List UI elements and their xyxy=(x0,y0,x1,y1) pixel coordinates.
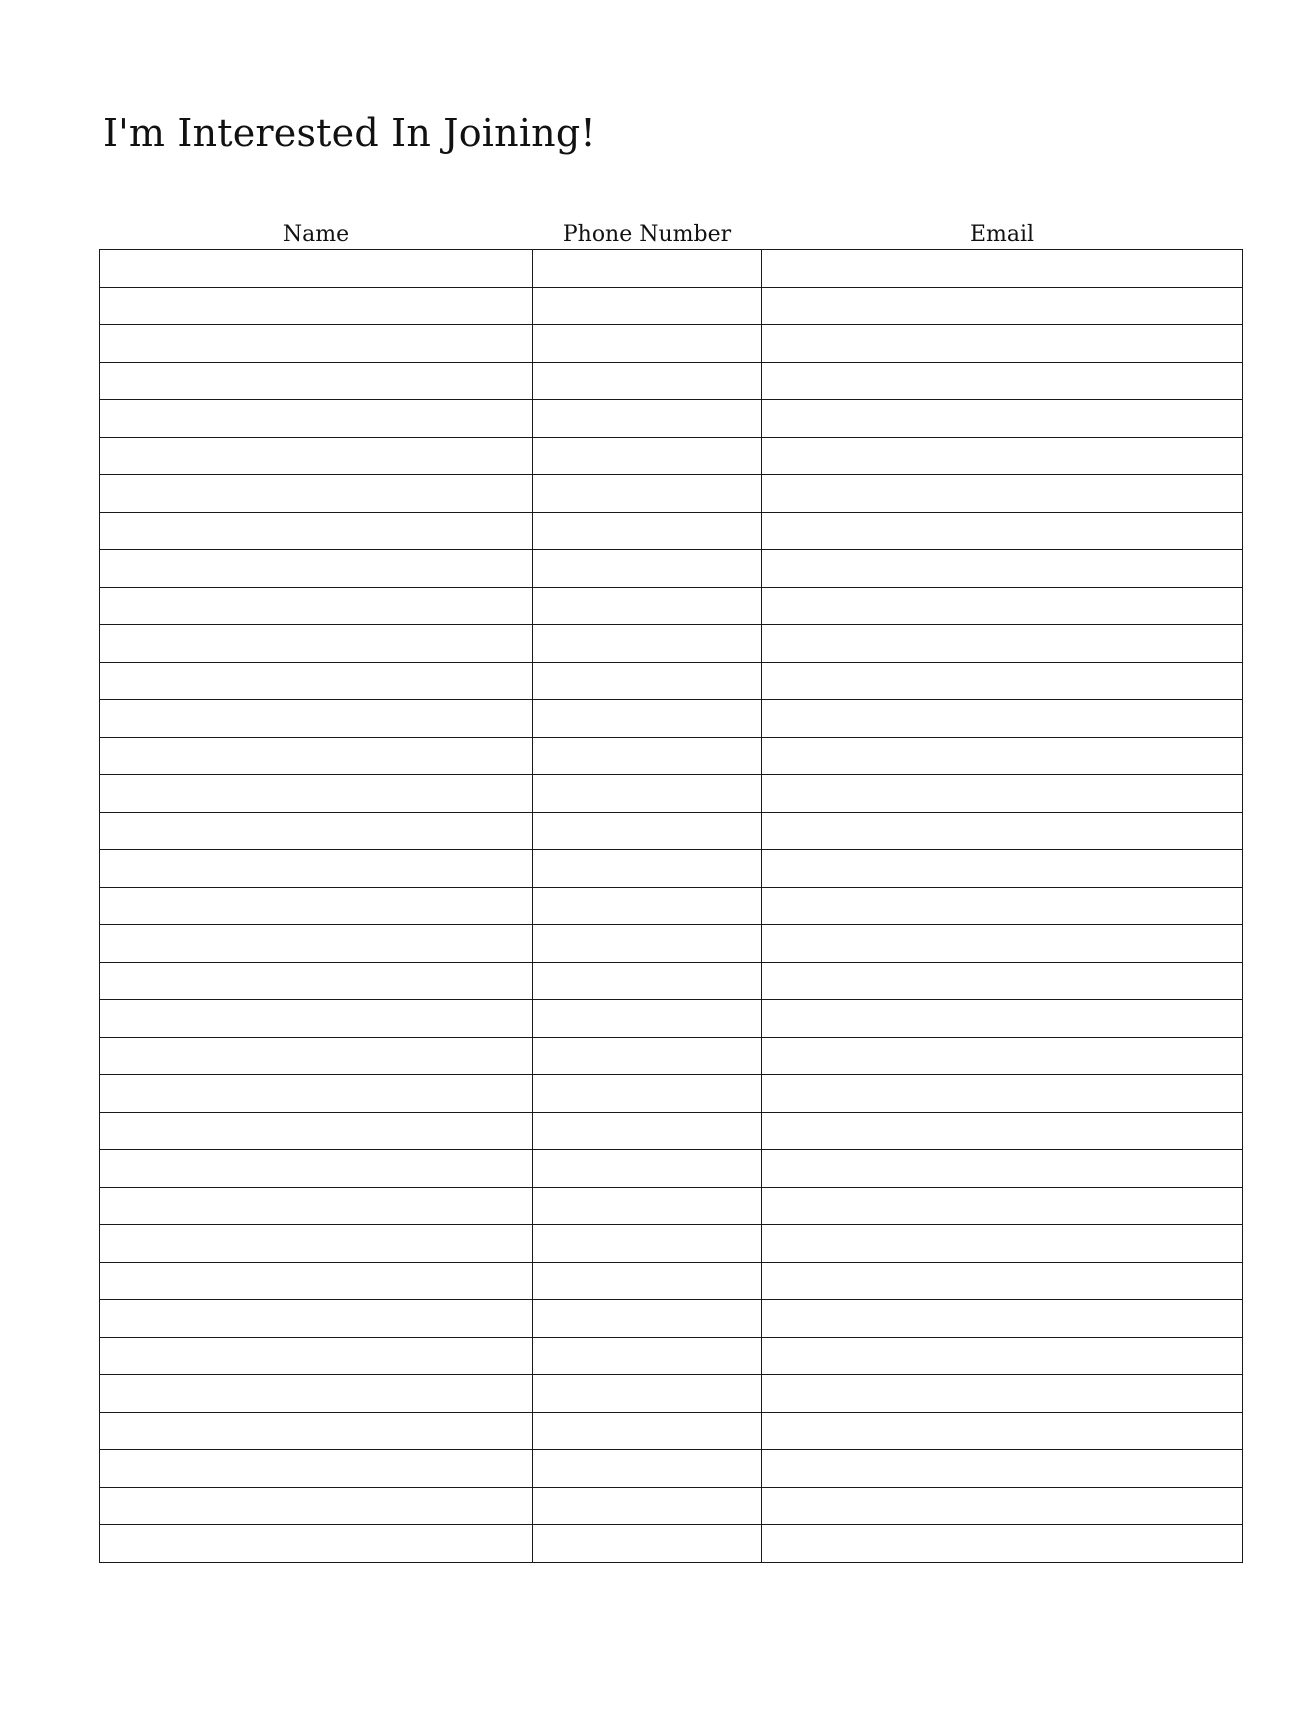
name-cell[interactable] xyxy=(100,737,533,775)
name-cell[interactable] xyxy=(100,400,533,438)
table-row xyxy=(100,925,1243,963)
email-cell[interactable] xyxy=(762,1037,1243,1075)
phone-cell[interactable] xyxy=(533,1037,762,1075)
name-cell[interactable] xyxy=(100,887,533,925)
email-cell[interactable] xyxy=(762,625,1243,663)
table-row xyxy=(100,662,1243,700)
name-cell[interactable] xyxy=(100,362,533,400)
table-row xyxy=(100,287,1243,325)
email-cell[interactable] xyxy=(762,250,1243,288)
table-row xyxy=(100,1337,1243,1375)
email-cell[interactable] xyxy=(762,1525,1243,1563)
name-cell[interactable] xyxy=(100,587,533,625)
name-cell[interactable] xyxy=(100,1187,533,1225)
phone-cell[interactable] xyxy=(533,512,762,550)
phone-cell[interactable] xyxy=(533,925,762,963)
name-cell[interactable] xyxy=(100,287,533,325)
phone-cell[interactable] xyxy=(533,1487,762,1525)
table-row xyxy=(100,400,1243,438)
phone-cell[interactable] xyxy=(533,437,762,475)
table-row xyxy=(100,437,1243,475)
email-cell[interactable] xyxy=(762,1300,1243,1338)
table-row xyxy=(100,962,1243,1000)
name-cell[interactable] xyxy=(100,250,533,288)
email-cell[interactable] xyxy=(762,587,1243,625)
table-row xyxy=(100,1412,1243,1450)
email-cell[interactable] xyxy=(762,1487,1243,1525)
phone-cell[interactable] xyxy=(533,1112,762,1150)
phone-cell[interactable] xyxy=(533,625,762,663)
name-cell[interactable] xyxy=(100,962,533,1000)
email-cell[interactable] xyxy=(762,1375,1243,1413)
table-row xyxy=(100,1300,1243,1338)
phone-cell[interactable] xyxy=(533,362,762,400)
table-row xyxy=(100,1525,1243,1563)
phone-cell[interactable] xyxy=(533,887,762,925)
name-cell[interactable] xyxy=(100,1375,533,1413)
email-cell[interactable] xyxy=(762,925,1243,963)
email-cell[interactable] xyxy=(762,325,1243,363)
table-row xyxy=(100,1037,1243,1075)
phone-cell[interactable] xyxy=(533,400,762,438)
table-row xyxy=(100,775,1243,813)
phone-cell[interactable] xyxy=(533,325,762,363)
email-cell[interactable] xyxy=(762,362,1243,400)
table-row xyxy=(100,362,1243,400)
phone-cell[interactable] xyxy=(533,1525,762,1563)
name-cell[interactable] xyxy=(100,1112,533,1150)
email-cell[interactable] xyxy=(762,1450,1243,1488)
phone-cell[interactable] xyxy=(533,1300,762,1338)
phone-cell[interactable] xyxy=(533,1412,762,1450)
phone-cell[interactable] xyxy=(533,287,762,325)
signup-table xyxy=(99,212,1243,1563)
table-row xyxy=(100,475,1243,513)
phone-cell[interactable] xyxy=(533,550,762,588)
email-cell[interactable] xyxy=(762,887,1243,925)
table-body xyxy=(100,250,1243,1563)
email-cell[interactable] xyxy=(762,812,1243,850)
email-cell[interactable] xyxy=(762,1225,1243,1263)
phone-cell[interactable] xyxy=(533,662,762,700)
table-row xyxy=(100,1150,1243,1188)
table-row xyxy=(100,1000,1243,1038)
name-cell[interactable] xyxy=(100,475,533,513)
table-row xyxy=(100,512,1243,550)
column-header-email: Email xyxy=(969,222,1035,247)
column-header-name: Name xyxy=(282,222,350,247)
page-title: I'm Interested In Joining! xyxy=(103,111,596,155)
phone-cell[interactable] xyxy=(533,587,762,625)
name-cell[interactable] xyxy=(100,812,533,850)
name-cell[interactable] xyxy=(100,1225,533,1263)
table-row xyxy=(100,887,1243,925)
name-cell[interactable] xyxy=(100,1000,533,1038)
name-cell[interactable] xyxy=(100,775,533,813)
email-cell[interactable] xyxy=(762,1000,1243,1038)
name-cell[interactable] xyxy=(100,1412,533,1450)
email-cell[interactable] xyxy=(762,400,1243,438)
email-cell[interactable] xyxy=(762,512,1243,550)
table-row xyxy=(100,1112,1243,1150)
column-header-phone: Phone Number xyxy=(562,222,732,247)
name-cell[interactable] xyxy=(100,1300,533,1338)
name-cell[interactable] xyxy=(100,1525,533,1563)
email-cell[interactable] xyxy=(762,1112,1243,1150)
phone-cell[interactable] xyxy=(533,1187,762,1225)
phone-cell[interactable] xyxy=(533,1262,762,1300)
phone-cell[interactable] xyxy=(533,700,762,738)
table-row xyxy=(100,737,1243,775)
phone-cell[interactable] xyxy=(533,1150,762,1188)
table-row xyxy=(100,550,1243,588)
email-cell[interactable] xyxy=(762,1412,1243,1450)
table-row xyxy=(100,1187,1243,1225)
table-row xyxy=(100,325,1243,363)
phone-cell[interactable] xyxy=(533,962,762,1000)
phone-cell[interactable] xyxy=(533,1337,762,1375)
table-row xyxy=(100,1262,1243,1300)
email-cell[interactable] xyxy=(762,1075,1243,1113)
email-cell[interactable] xyxy=(762,700,1243,738)
name-cell[interactable] xyxy=(100,1075,533,1113)
name-cell[interactable] xyxy=(100,1450,533,1488)
phone-cell[interactable] xyxy=(533,475,762,513)
email-cell[interactable] xyxy=(762,850,1243,888)
name-cell[interactable] xyxy=(100,700,533,738)
email-cell[interactable] xyxy=(762,662,1243,700)
table-header-row xyxy=(100,212,1243,250)
phone-cell[interactable] xyxy=(533,250,762,288)
table-row xyxy=(100,1075,1243,1113)
email-cell[interactable] xyxy=(762,550,1243,588)
phone-cell[interactable] xyxy=(533,1375,762,1413)
name-cell[interactable] xyxy=(100,437,533,475)
name-cell[interactable] xyxy=(100,662,533,700)
name-cell[interactable] xyxy=(100,550,533,588)
table-row xyxy=(100,812,1243,850)
phone-cell[interactable] xyxy=(533,1075,762,1113)
email-cell[interactable] xyxy=(762,737,1243,775)
email-cell[interactable] xyxy=(762,1337,1243,1375)
email-cell[interactable] xyxy=(762,437,1243,475)
phone-cell[interactable] xyxy=(533,1000,762,1038)
email-cell[interactable] xyxy=(762,775,1243,813)
table-row xyxy=(100,587,1243,625)
email-cell[interactable] xyxy=(762,287,1243,325)
email-cell[interactable] xyxy=(762,475,1243,513)
table-row xyxy=(100,625,1243,663)
table-row xyxy=(100,700,1243,738)
email-cell[interactable] xyxy=(762,1262,1243,1300)
phone-cell[interactable] xyxy=(533,1450,762,1488)
table-row xyxy=(100,850,1243,888)
name-cell[interactable] xyxy=(100,625,533,663)
name-cell[interactable] xyxy=(100,512,533,550)
name-cell[interactable] xyxy=(100,1037,533,1075)
name-cell[interactable] xyxy=(100,1337,533,1375)
email-cell[interactable] xyxy=(762,1187,1243,1225)
phone-cell[interactable] xyxy=(533,737,762,775)
email-cell[interactable] xyxy=(762,962,1243,1000)
phone-cell[interactable] xyxy=(533,1225,762,1263)
table-row xyxy=(100,250,1243,288)
email-cell[interactable] xyxy=(762,1150,1243,1188)
table-row xyxy=(100,1450,1243,1488)
table-row xyxy=(100,1487,1243,1525)
name-cell[interactable] xyxy=(100,325,533,363)
name-cell[interactable] xyxy=(100,1262,533,1300)
name-cell[interactable] xyxy=(100,925,533,963)
name-cell[interactable] xyxy=(100,850,533,888)
name-cell[interactable] xyxy=(100,1487,533,1525)
phone-cell[interactable] xyxy=(533,812,762,850)
phone-cell[interactable] xyxy=(533,775,762,813)
table-row xyxy=(100,1375,1243,1413)
phone-cell[interactable] xyxy=(533,850,762,888)
name-cell[interactable] xyxy=(100,1150,533,1188)
table-row xyxy=(100,1225,1243,1263)
